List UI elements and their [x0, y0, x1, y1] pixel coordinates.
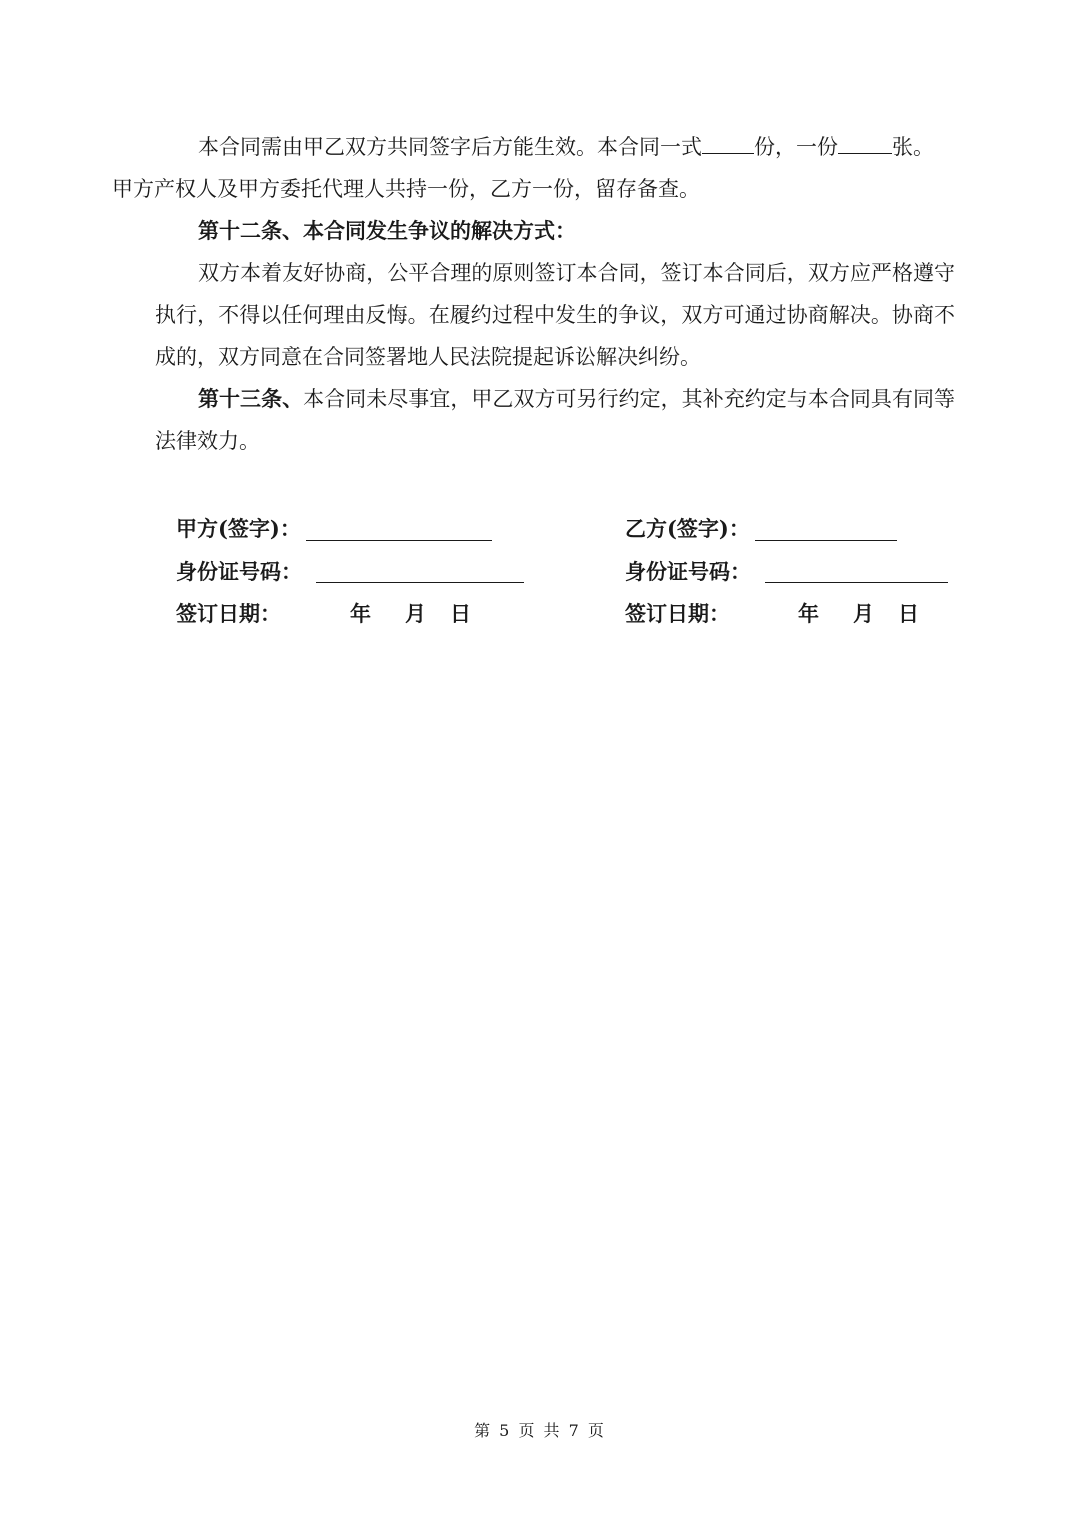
article-13-body: 本合同未尽事宜，甲乙双方可另行约定，其补充约定与本合同具有同等法律效力。 [155, 387, 956, 453]
party-b-year: 年 [798, 601, 819, 626]
party-a-sign-line[interactable] [306, 540, 492, 541]
article-13-heading: 第十三条、 [198, 386, 304, 411]
party-a-month: 月 [405, 601, 426, 626]
para1-text-a: 本合同需由甲乙双方共同签字后方能生效。本合同一式 [198, 135, 702, 159]
contract-body [112, 126, 956, 462]
party-b-id-line[interactable] [765, 582, 948, 583]
article-13-paragraph [155, 378, 955, 462]
party-b-date-label: 签订日期： [625, 601, 730, 626]
effectiveness-paragraph [112, 126, 955, 210]
party-a-sign-label: 甲方(签字)： [176, 516, 301, 541]
page-number-footer: 第 5 页 共 7 页 [474, 1421, 606, 1440]
party-a-date-label: 签订日期： [176, 601, 281, 626]
article-12-body: 双方本着友好协商，公平合理的原则签订本合同，签订本合同后，双方应严格遵守执行，不得以任何理由反悔。在履约过程中发生的争议，双方可通过协商解决。协商不成的，双方同意在合同签署地人民法院提起诉讼解决纠纷。 [155, 261, 955, 369]
copies-blank [702, 133, 754, 154]
party-a-id-line[interactable] [316, 582, 524, 583]
party-b-sign-line[interactable] [755, 540, 897, 541]
party-b-month: 月 [853, 601, 874, 626]
party-a-id-label: 身份证号码： [176, 559, 302, 584]
party-b-day: 日 [898, 601, 919, 626]
article-12-heading: 第十二条、本合同发生争议的解决方式： [198, 218, 576, 243]
party-b-id-label: 身份证号码： [625, 559, 751, 584]
sheets-blank [838, 133, 892, 154]
para1-text-d: 甲方产权人及甲方委托代理人共持一份，乙方一份，留存备查。 [112, 177, 700, 201]
party-a-day: 日 [450, 601, 471, 626]
party-a-year: 年 [350, 601, 371, 626]
para1-text-b: 份，一份 [754, 135, 838, 159]
para1-text-c: 张。 [892, 135, 934, 159]
party-b-sign-label: 乙方(签字)： [625, 516, 750, 541]
